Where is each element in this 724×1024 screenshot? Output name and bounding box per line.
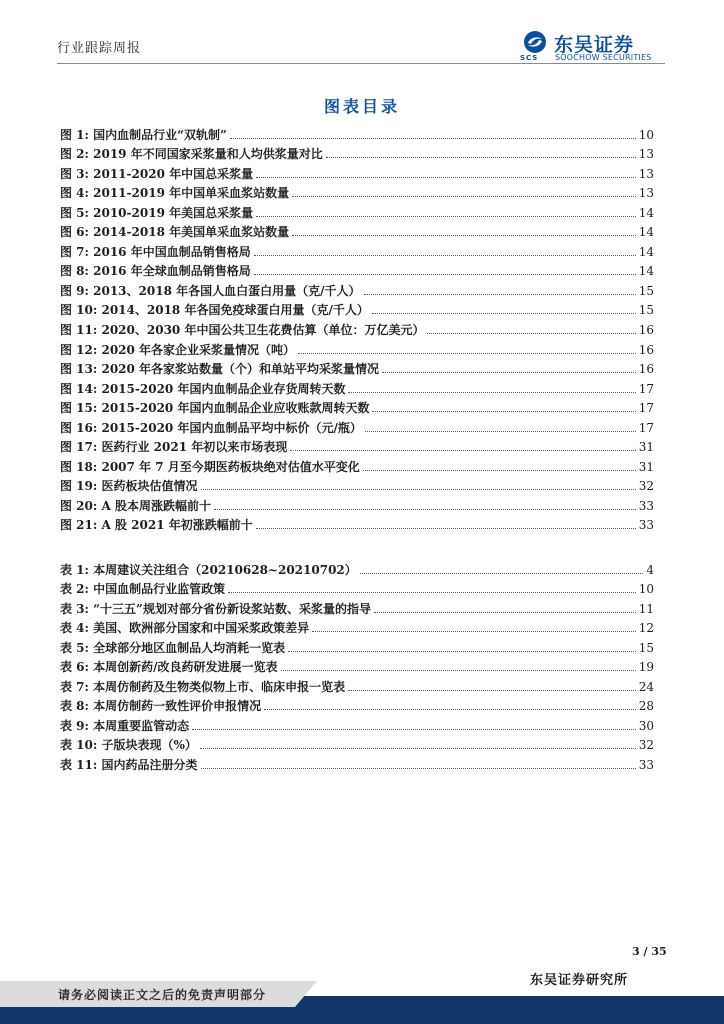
dot-leader	[348, 690, 636, 691]
toc-entry-page: 16	[638, 342, 654, 357]
dot-leader	[264, 709, 636, 710]
toc-entry-page: 13	[638, 147, 654, 162]
toc-entry-label: 图 11: 2020、2030 年中国公共卫生花费估算（单位：万亿美元）	[60, 323, 425, 338]
toc-entry-label: 表 1: 本周建议关注组合（20210628~20210702）	[60, 562, 357, 577]
toc-entry-label: 图 10: 2014、2018 年各国免疫球蛋白用量（克/千人）	[60, 303, 369, 318]
dot-leader	[201, 489, 636, 490]
dot-leader	[254, 255, 636, 256]
table-toc-entry[interactable]	[60, 616, 654, 636]
toc-entry-label: 表 7: 本周仿制药及生物类似物上市、临床申报一览表	[60, 679, 346, 694]
figure-toc-entry[interactable]	[60, 200, 654, 220]
toc-entry-page: 10	[638, 127, 654, 142]
soochow-logo-icon	[520, 30, 550, 54]
table-toc-entry[interactable]	[60, 752, 654, 772]
toc-entry-page: 31	[638, 440, 654, 455]
figure-toc-entry[interactable]	[60, 493, 654, 513]
toc-entry-label: 图 19: 医药板块估值情况	[60, 479, 198, 494]
toc-entry-label: 图 9: 2013、2018 年各国人血白蛋白用量（克/千人）	[60, 283, 361, 298]
toc-entry-page: 14	[638, 205, 654, 220]
toc-entry-page: 15	[638, 303, 654, 318]
toc-entry-label: 图 21: A 股 2021 年初涨跌幅前十	[60, 518, 253, 533]
dot-leader	[372, 411, 635, 412]
toc-entry-page: 16	[638, 362, 654, 377]
toc-entry-label: 图 8: 2016 年全球血制品销售格局	[60, 264, 251, 279]
toc-entry-label: 表 9: 本周重要监管动态	[60, 718, 190, 733]
toc-entry-page: 14	[638, 264, 654, 279]
dot-leader	[292, 196, 636, 197]
dot-leader	[348, 392, 635, 393]
toc-entry-page: 19	[638, 660, 654, 675]
footer-tab-tip	[295, 981, 317, 1007]
toc-entry-label: 表 8: 本周仿制药一致性评价申报情况	[60, 699, 262, 714]
dot-leader	[256, 177, 636, 178]
logo-name-cn: 东吴证券	[554, 34, 635, 56]
dot-leader	[214, 509, 636, 510]
toc-entry-label: 图 14: 2015-2020 年国内血制品企业存货周转天数	[60, 381, 346, 396]
figure-toc-entry[interactable]	[60, 376, 654, 396]
toc-entry-page: 12	[638, 621, 654, 636]
dot-leader	[372, 313, 636, 314]
toc-entry-label: 表 10: 子版块表现（%）	[60, 738, 197, 753]
figure-toc-entry[interactable]	[60, 239, 654, 259]
toc-entry-page: 32	[638, 738, 654, 753]
dot-leader	[256, 216, 636, 217]
table-toc-entry[interactable]	[60, 557, 654, 577]
toc-entry-page: 30	[638, 718, 654, 733]
toc-entry-label: 图 15: 2015-2020 年国内血制品企业应收账款周转天数	[60, 401, 370, 416]
dot-leader	[382, 372, 636, 373]
toc-entry-label: 表 3: “十三五”规划对部分省份新设浆站数、采浆量的指导	[60, 601, 371, 616]
footer-disclaimer: 请务必阅读正文之后的免责声明部分	[58, 988, 267, 1002]
figure-toc-entry[interactable]	[60, 220, 654, 240]
table-toc-entry[interactable]	[60, 596, 654, 616]
table-toc-entry[interactable]	[60, 694, 654, 714]
figure-toc-entry[interactable]	[60, 278, 654, 298]
toc-entry-label: 图 5: 2010-2019 年美国总采浆量	[60, 205, 254, 220]
toc-entry-page: 33	[638, 758, 654, 773]
toc-entry-page: 17	[638, 381, 654, 396]
table-toc-entry[interactable]	[60, 674, 654, 694]
toc-entry-page: 28	[638, 699, 654, 714]
figure-toc-entry[interactable]	[60, 181, 654, 201]
toc-entry-page: 11	[638, 601, 654, 616]
figure-toc-entry[interactable]	[60, 513, 654, 533]
table-list	[60, 557, 654, 772]
toc-entry-page: 17	[638, 401, 654, 416]
dot-leader	[427, 333, 635, 334]
toc-entry-page: 13	[638, 186, 654, 201]
toc-entry-page: 15	[638, 640, 654, 655]
figure-toc-entry[interactable]	[60, 337, 654, 357]
dot-leader	[254, 274, 636, 275]
figure-toc-entry[interactable]	[60, 357, 654, 377]
toc-entry-page: 33	[638, 498, 654, 513]
toc-entry-label: 图 20: A 股本周涨跌幅前十	[60, 498, 211, 513]
dot-leader	[288, 651, 636, 652]
figure-toc-entry[interactable]	[60, 161, 654, 181]
page-number: 3 / 35	[632, 945, 667, 958]
company-logo	[520, 30, 670, 64]
figure-toc-entry[interactable]	[60, 454, 654, 474]
toc-entry-label: 表 11: 国内药品注册分类	[60, 758, 198, 773]
figure-toc-entry[interactable]	[60, 122, 654, 142]
toc-title: 图表目录	[323, 97, 400, 116]
toc-entry-page: 14	[638, 244, 654, 259]
toc-entry-page: 24	[638, 679, 654, 694]
logo-abbreviation: SCS	[520, 54, 539, 62]
toc-entry-page: 13	[638, 166, 654, 181]
toc-entry-page: 4	[646, 562, 654, 577]
dot-leader	[290, 450, 635, 451]
toc-entry-label: 图 2: 2019 年不同国家采浆量和人均供浆量对比	[60, 147, 323, 162]
table-toc-entry[interactable]	[60, 577, 654, 597]
toc-entry-label: 表 6: 本周创新药/改良药研发进展一览表	[60, 660, 278, 675]
toc-entry-page: 15	[638, 283, 654, 298]
toc-entry-page: 31	[638, 459, 654, 474]
dot-leader	[365, 431, 636, 432]
toc-entry-label: 表 4: 美国、欧洲部分国家和中国采浆政策差异	[60, 621, 310, 636]
dot-leader	[363, 470, 636, 471]
toc-entry-label: 图 13: 2020 年各家浆站数量（个）和单站平均采浆量情况	[60, 362, 380, 377]
report-type-label: 行业跟踪周报	[57, 41, 142, 56]
table-toc-entry[interactable]	[60, 635, 654, 655]
header-divider	[57, 63, 665, 64]
dot-leader	[230, 138, 636, 139]
toc-entry-page: 17	[638, 420, 654, 435]
toc-entry-label: 图 7: 2016 年中国血制品销售格局	[60, 244, 251, 259]
toc-entry-label: 图 12: 2020 年各家企业采浆量情况（吨）	[60, 342, 296, 357]
figure-toc-entry[interactable]	[60, 259, 654, 279]
dot-leader	[364, 294, 636, 295]
dot-leader	[200, 748, 636, 749]
toc-entry-page: 32	[638, 479, 654, 494]
toc-entry-label: 图 1: 国内血制品行业“双轨制”	[60, 127, 227, 142]
figure-toc-entry[interactable]	[60, 415, 654, 435]
dot-leader	[192, 729, 636, 730]
figure-toc-entry[interactable]	[60, 474, 654, 494]
dot-leader	[256, 528, 636, 529]
figure-toc-entry[interactable]	[60, 298, 654, 318]
toc-entry-label: 表 2: 中国血制品行业监管政策	[60, 582, 226, 597]
figure-toc-entry[interactable]	[60, 396, 654, 416]
toc-entry-label: 图 18: 2007 年 7 月至今期医药板块绝对估值水平变化	[60, 459, 360, 474]
logo-name-en: SOOCHOW SECURITIES	[555, 53, 652, 62]
figure-toc-entry[interactable]	[60, 435, 654, 455]
dot-leader	[292, 235, 636, 236]
toc-entry-label: 图 3: 2011-2020 年中国总采浆量	[60, 166, 254, 181]
toc-entry-label: 图 16: 2015-2020 年国内血制品平均中标价（元/瓶）	[60, 420, 362, 435]
dot-leader	[201, 768, 636, 769]
toc-entry-label: 图 17: 医药行业 2021 年初以来市场表现	[60, 440, 288, 455]
toc-entry-page: 33	[638, 518, 654, 533]
dot-leader	[312, 631, 636, 632]
dot-leader	[326, 157, 636, 158]
table-toc-entry[interactable]	[60, 713, 654, 733]
toc-entry-page: 10	[638, 582, 654, 597]
table-toc-entry[interactable]	[60, 655, 654, 675]
table-toc-entry[interactable]	[60, 733, 654, 753]
footer-firm-name: 东吴证券研究所	[530, 973, 629, 988]
figure-list	[60, 122, 654, 532]
toc-entry-label: 图 6: 2014-2018 年美国单采血浆站数量	[60, 225, 290, 240]
toc-entry-page: 14	[638, 225, 654, 240]
dot-leader	[374, 612, 636, 613]
dot-leader	[281, 670, 636, 671]
toc-entry-label: 图 4: 2011-2019 年中国单采血浆站数量	[60, 186, 290, 201]
dot-leader	[228, 592, 636, 593]
figure-toc-entry[interactable]	[60, 142, 654, 162]
dot-leader	[298, 353, 636, 354]
toc-entry-page: 16	[638, 323, 654, 338]
figure-toc-entry[interactable]	[60, 317, 654, 337]
dot-leader	[360, 573, 644, 574]
toc-entry-label: 表 5: 全球部分地区血制品人均消耗一览表	[60, 640, 286, 655]
